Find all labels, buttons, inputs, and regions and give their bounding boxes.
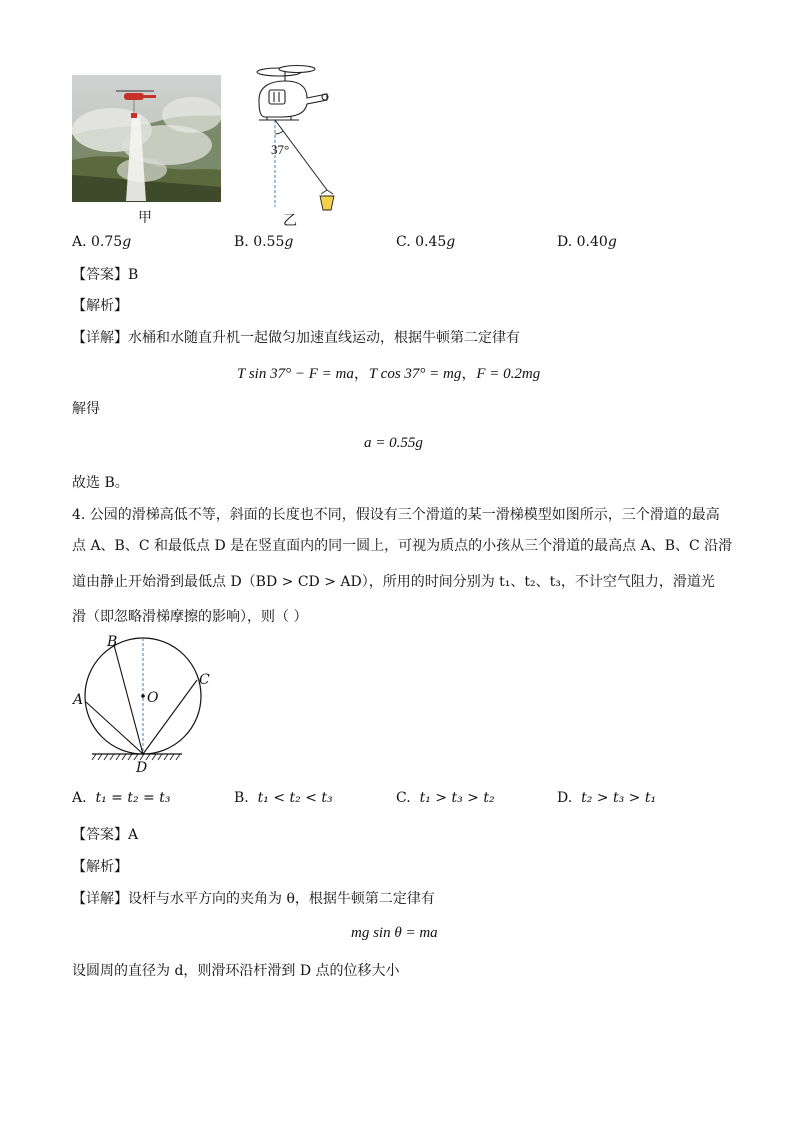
q3-analysis-label: 【解析】: [72, 298, 128, 314]
angle-label: 37°: [271, 142, 290, 157]
q4-line-1: 4. 公园的滑梯高低不等，斜面的长度也不同，假设有三个滑道的某一滑梯模型如图所示，三个滑道的最高: [72, 507, 720, 523]
q4-option-d: D. t₂ > t₃ > t₁: [557, 790, 657, 806]
q3-option-a: A. 0.75g: [72, 234, 132, 250]
caption-jia: 甲: [138, 210, 152, 226]
diagram-helicopter-bucket: [245, 62, 340, 212]
q4-line-4: 滑（即忽略滑梯摩擦的影响），则（ ）: [72, 609, 308, 625]
label-d: D: [136, 760, 148, 776]
q3-result: a = 0.55g: [364, 435, 423, 451]
q3-option-b: B. 0.55g: [234, 234, 294, 250]
diagram-slide-circle: [70, 632, 220, 780]
caption-yi: 乙: [283, 213, 297, 229]
photo-helicopter-fire: [72, 75, 221, 202]
q3-option-d: D. 0.40g: [557, 234, 617, 250]
q4-line-3: 道由静止开始滑到最低点 D（BD > CD > AD），所用的时间分别为 t₁、t₂、t₃，不计空气阻力，滑道光: [72, 574, 715, 590]
q3-detail: 【详解】水桶和水随直升机一起做匀加速直线运动，根据牛顿第二定律有: [72, 330, 520, 346]
q3-equations: T sin 37° − F = ma，T cos 37° = mg，F = 0.2mg: [237, 366, 541, 382]
q3-answer: 【答案】B: [72, 267, 139, 283]
q3-conclusion: 故选 B。: [72, 475, 129, 491]
q4-last-line: 设圆周的直径为 d，则滑环沿杆滑到 D 点的位移大小: [72, 963, 400, 979]
label-b: B: [107, 634, 118, 650]
q4-line-2: 点 A、B、C 和最低点 D 是在竖直面内的同一圆上，可视为质点的小孩从三个滑道的最高点 A、B、C 沿滑: [72, 538, 733, 554]
q4-answer: 【答案】A: [72, 827, 139, 843]
q3-option-c: C. 0.45g: [396, 234, 456, 250]
label-c: C: [199, 672, 210, 688]
label-a: A: [73, 692, 84, 708]
q4-option-b: B. t₁ < t₂ < t₃: [234, 790, 333, 806]
q4-analysis-label: 【解析】: [72, 859, 128, 875]
q4-option-c: C. t₁ > t₃ > t₂: [396, 790, 495, 806]
q4-equation: mg sin θ = ma: [351, 925, 438, 941]
q3-solve-label: 解得: [72, 401, 100, 417]
label-o: O: [147, 690, 159, 706]
q4-option-a: A. t₁ = t₂ = t₃: [72, 790, 171, 806]
q4-detail: 【详解】设杆与水平方向的夹角为 θ，根据牛顿第二定律有: [72, 891, 435, 907]
